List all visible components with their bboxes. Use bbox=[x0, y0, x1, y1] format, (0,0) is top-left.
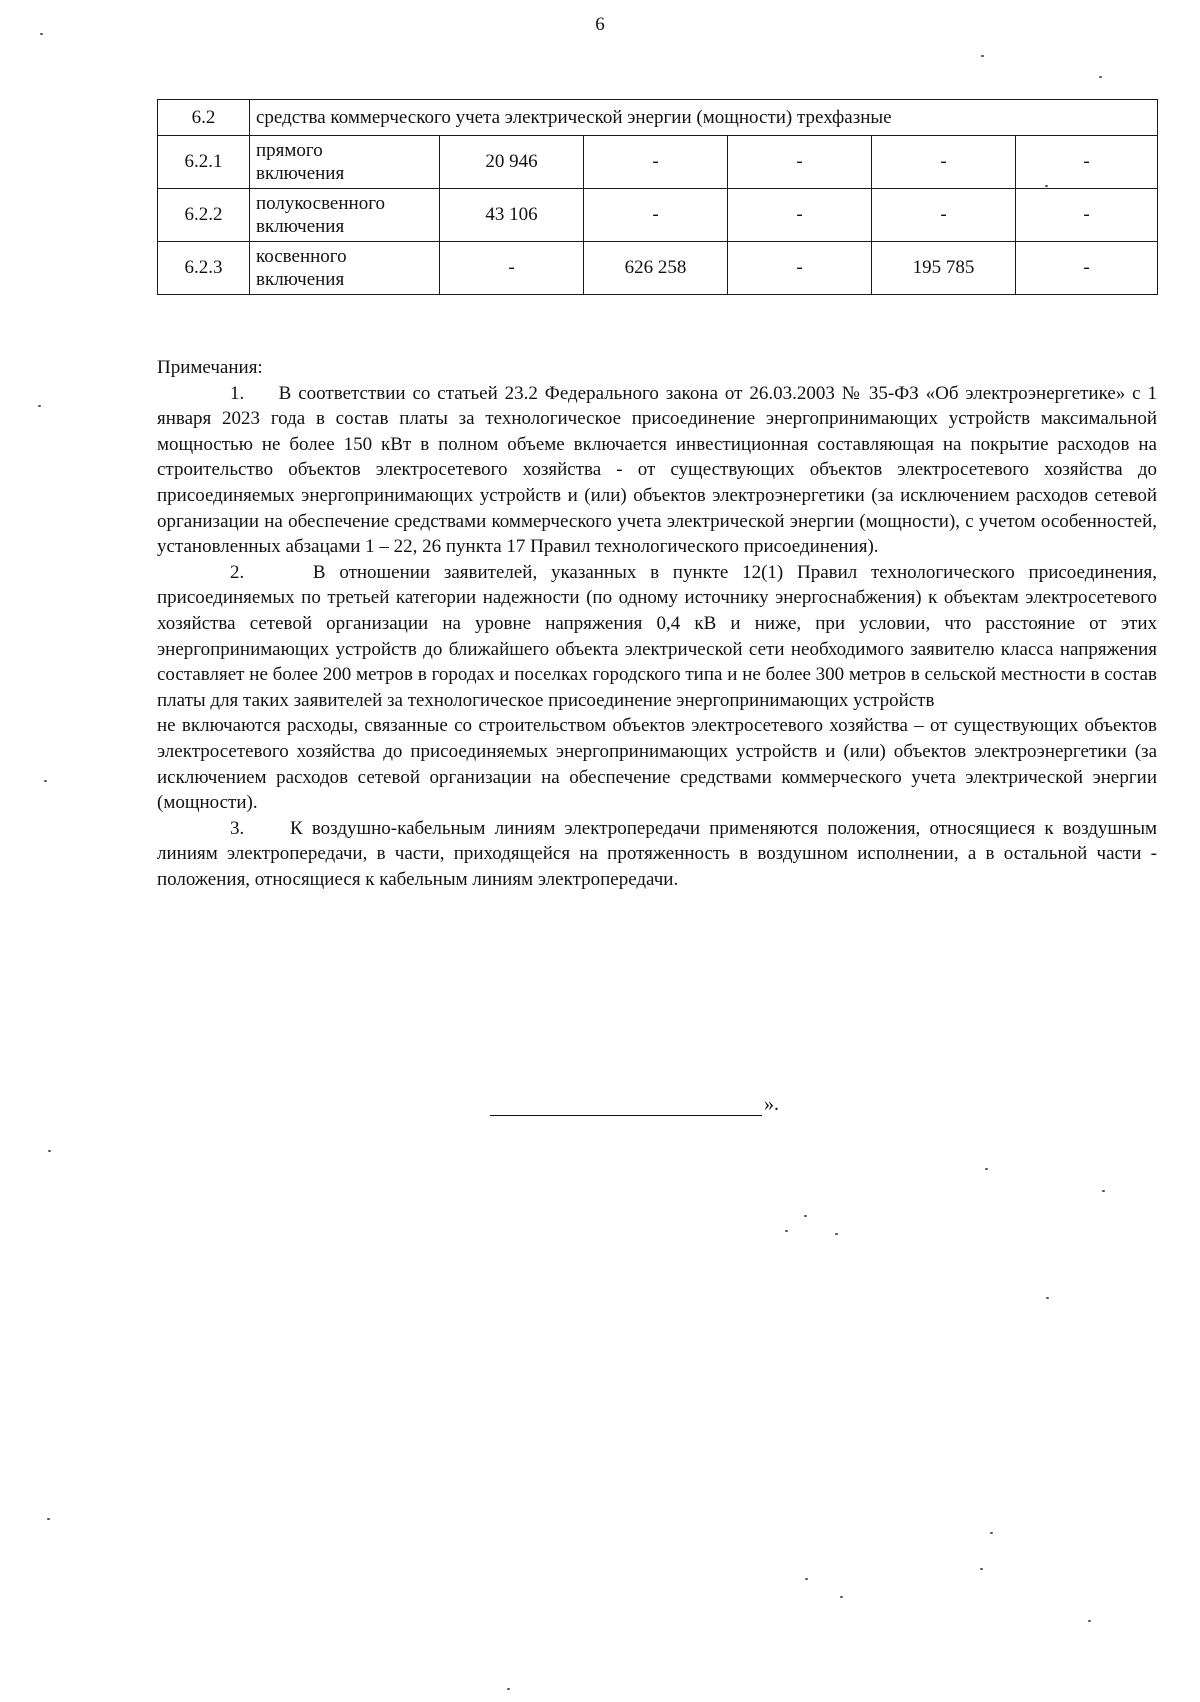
scan-speck bbox=[804, 1215, 807, 1217]
scan-speck bbox=[38, 405, 41, 407]
signature-rule bbox=[490, 1095, 762, 1116]
table-cell: 626 258 bbox=[584, 242, 728, 295]
row-code: 6.2.1 bbox=[158, 136, 250, 189]
page-number: 6 bbox=[595, 14, 605, 35]
scan-speck bbox=[1046, 1297, 1049, 1299]
row-name-line: включения bbox=[256, 269, 345, 290]
table-row bbox=[158, 136, 1158, 189]
scan-speck bbox=[1102, 1190, 1105, 1192]
row-name-line: включения bbox=[256, 163, 345, 184]
closing-quote: ». bbox=[764, 1093, 779, 1115]
table-cell: - bbox=[728, 242, 872, 295]
scan-speck bbox=[1088, 1620, 1091, 1622]
scan-speck bbox=[785, 1230, 788, 1232]
table-row bbox=[158, 242, 1158, 295]
row-name bbox=[250, 189, 440, 242]
section-title: средства коммерческого учета электрической энергии (мощности) трехфазные bbox=[250, 100, 1158, 136]
notes-section bbox=[157, 355, 1157, 892]
table-cell: 20 946 bbox=[440, 136, 584, 189]
table-row bbox=[158, 189, 1158, 242]
scan-speck bbox=[1099, 76, 1102, 78]
table-row bbox=[158, 100, 1158, 136]
row-code: 6.2 bbox=[158, 100, 250, 136]
row-name-line: полукосвенного bbox=[256, 193, 386, 214]
table-cell: - bbox=[1016, 189, 1158, 242]
note-item: 1. В соответствии со статьей 23.2 Федерального закона от 26.03.2003 № 35-ФЗ «Об электроэнергетике» с 1 января 2023 года в состав платы за технологическое присоединение энергопринимающих устройств максимальной мощностью не более 150 кВт в полном объеме включается инвестиционная составляющая на покрытие расходов на строительство объектов электросетевого хозяйства - от существующих объектов электросетевого хозяйства до присоединяемых энергопринимающих устройств и (или) объектов электроэнергетики (за исключением расходов сетевой организации на обеспечение средствами коммерческого учета электрической энергии (мощности), с учетом особенностей, установленных абзацами 1 – 22, 26 пункта 17 Правил технологического присоединения). bbox=[157, 382, 1157, 558]
scan-speck bbox=[980, 1568, 983, 1570]
row-name-line: косвенного bbox=[256, 246, 347, 267]
table-cell: - bbox=[584, 136, 728, 189]
note-item: 2. В отношении заявителей, указанных в пункте 12(1) Правил технологического присоединения, присоединяемых по третьей категории надежности (по одному источнику энергоснабжения) к объектам электросетевого хозяйства сетевой организации на уровне напряжения 0,4 кВ и ниже, при условии, что расстояние от этих энергопринимающих устройств до ближайшего объекта электрической сети необходимого заявителю класса напряжения составляет не более 200 метров в городах и поселках городского типа и не более 300 метров в сельской местности в состав платы для таких заявителей за технологическое присоединение энергопринимающих устройств bbox=[157, 561, 1157, 711]
table-cell: - bbox=[1016, 136, 1158, 189]
table-cell: - bbox=[872, 136, 1016, 189]
scan-speck bbox=[507, 1688, 510, 1690]
row-name bbox=[250, 136, 440, 189]
note-item-continuation: не включаются расходы, связанные со строительством объектов электросетевого хозяйства – от существующих объектов электросетевого хозяйства до присоединяемых энергопринимающих устройств и (или) объектов электроэнергетики (за исключением расходов сетевой организации на обеспечение средствами коммерческого учета электрической энергии (мощности). bbox=[157, 715, 1157, 814]
table-cell: - bbox=[872, 189, 1016, 242]
scan-speck bbox=[47, 1518, 50, 1520]
row-code: 6.2.3 bbox=[158, 242, 250, 295]
scan-speck bbox=[48, 1150, 51, 1152]
tariff-table bbox=[157, 99, 1158, 295]
scan-speck bbox=[840, 1596, 843, 1598]
table-cell: - bbox=[440, 242, 584, 295]
scan-speck bbox=[981, 55, 984, 57]
scan-speck bbox=[40, 33, 43, 35]
table-cell: - bbox=[1016, 242, 1158, 295]
closing-line bbox=[490, 1093, 779, 1116]
scan-speck bbox=[805, 1578, 808, 1580]
scan-speck bbox=[835, 1233, 838, 1235]
row-name bbox=[250, 242, 440, 295]
table-cell: 43 106 bbox=[440, 189, 584, 242]
scan-speck bbox=[985, 1168, 988, 1170]
note-item: 3. К воздушно-кабельным линиям электропередачи применяются положения, относящиеся к воздушным линиям электропередачи, в части, приходящейся на протяженность в воздушном исполнении, а в остальной части - положения, относящиеся к кабельным линиям электропередачи. bbox=[157, 817, 1157, 890]
table-cell: - bbox=[728, 189, 872, 242]
scan-speck bbox=[1045, 185, 1048, 187]
table-cell: 195 785 bbox=[872, 242, 1016, 295]
row-name-line: включения bbox=[256, 216, 345, 237]
row-name-line: прямого bbox=[256, 140, 323, 161]
table-cell: - bbox=[728, 136, 872, 189]
scan-speck bbox=[44, 780, 47, 782]
row-code: 6.2.2 bbox=[158, 189, 250, 242]
notes-title: Примечания: bbox=[157, 357, 263, 378]
table-cell: - bbox=[584, 189, 728, 242]
scan-speck bbox=[990, 1532, 993, 1534]
